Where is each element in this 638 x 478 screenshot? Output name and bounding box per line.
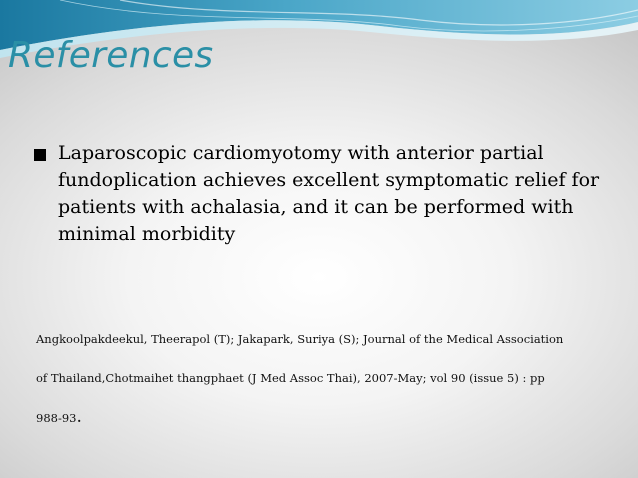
reference-line-2: of Thailand,Chotmaihet thangphaet (J Med Assoc Thai), 2007-May; vol 90 (issue 5) : pp bbox=[36, 371, 545, 385]
slide-title: References bbox=[8, 35, 214, 76]
reference-line-1: Angkoolpakdeekul, Theerapol (T); Jakapark, Suriya (S); Journal of the Medical Association bbox=[36, 332, 564, 346]
reference-pages: 988-93 bbox=[36, 411, 77, 425]
reference-line-3 bbox=[36, 398, 626, 438]
bullet-text: Laparoscopic cardiomyotomy with anterior partial fundoplication achieves excellent symptomatic relief for patients with achalasia, and it can be performed with minimal morbidity bbox=[58, 142, 600, 245]
bullet-item bbox=[34, 140, 614, 248]
square-bullet-icon bbox=[34, 149, 46, 161]
reference-citation bbox=[36, 320, 626, 438]
reference-period: . bbox=[76, 407, 82, 427]
